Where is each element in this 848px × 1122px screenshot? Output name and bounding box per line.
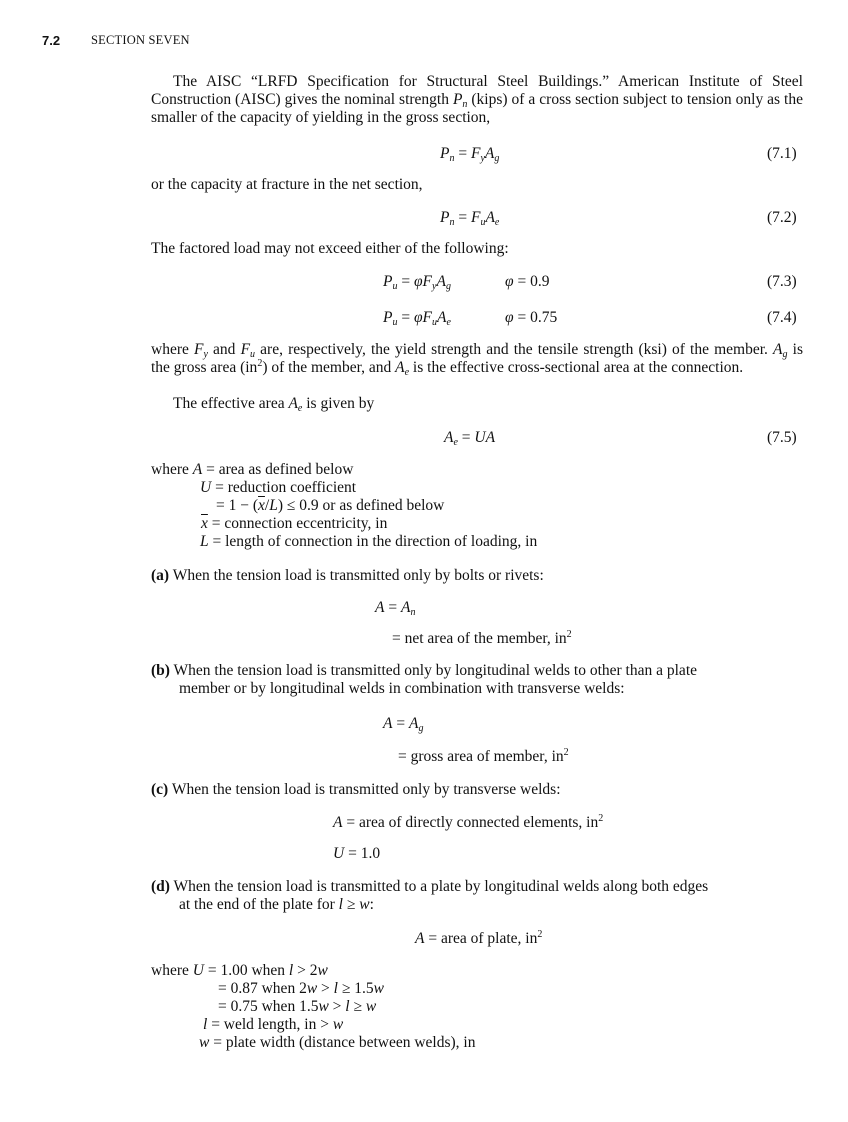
- case-a-formula: $A = A_n$: [375, 599, 416, 618]
- case-b: (b) When the tension load is transmitted only by longitudinal welds to other than a plate member or by longitudinal welds in combination with transverse welds:: [151, 662, 697, 697]
- equation-7-1: $P_n = F_yA_g$: [440, 145, 500, 164]
- case-a-formula-desc: = net area of the member, $in^2$: [392, 629, 572, 647]
- equation-number: (7.2): [767, 209, 797, 226]
- definition-item: $\overline{x}$ = connection eccentricity, in: [201, 515, 388, 532]
- equation-number: (7.4): [767, 309, 797, 326]
- case-c-formula-2: U = 1.0: [333, 845, 381, 862]
- equation-number: (7.1): [767, 145, 797, 162]
- definition-item: = 0.87 when 2w > l ≥ 1.5w: [218, 980, 384, 997]
- case-label: (d): [151, 878, 170, 895]
- phi-value: φ = 0.9: [505, 273, 550, 290]
- page-number: 7.2: [42, 33, 61, 48]
- definition-item: = $1 - (\overline{x}/L) \le 0.9$ or as defined below: [216, 497, 445, 514]
- case-d: (d) When the tension load is transmitted to a plate by longitudinal welds along both edges at the end of the plate for l ≥ w:: [151, 878, 709, 913]
- case-b-formula-desc: = gross area of member, $in^2$: [398, 747, 569, 765]
- equation-number: (7.3): [767, 273, 797, 290]
- case-c-formula: A = area of directly connected elements, $in^2$: [333, 813, 604, 831]
- equation-number: (7.5): [767, 429, 797, 446]
- definition-item: L = length of connection in the direction of loading, in: [200, 533, 538, 550]
- case-label: (a): [151, 567, 170, 584]
- definition-item: w = plate width (distance between welds), in: [199, 1034, 476, 1051]
- definition-item: where A = area as defined below: [151, 461, 354, 478]
- case-label: (c): [151, 781, 169, 798]
- equation-7-2: $P_n = F_uA_e$: [440, 209, 500, 228]
- text-fracture: or the capacity at fracture in the net section,: [151, 176, 423, 193]
- phi-value: φ = 0.75: [505, 309, 558, 326]
- case-b-formula: $A = A_g$: [383, 715, 424, 734]
- case-text: When the tension load is transmitted only by bolts or rivets:: [172, 567, 544, 584]
- case-text: When the tension load is transmitted only by transverse welds:: [171, 781, 561, 798]
- equation-7-5: $A_e$ = UA: [444, 429, 496, 448]
- definition-item: = 0.75 when 1.5w > l ≥ w: [218, 998, 377, 1015]
- intro-paragraph: The AISC “LRFD Specification for Structural Steel Buildings.” American Institute of Steel Construction (AISC) gives the nominal strength $P_n$ (kips) of a cross section subject to tension only as the smaller of the capacity of yielding in the gross section,: [151, 73, 803, 126]
- section-title: SECTION SEVEN: [91, 33, 190, 47]
- equation-7-4: $P_u = \varphi F_uA_e$: [383, 309, 451, 328]
- equation-7-3: $P_u = \varphi F_yA_g$: [383, 273, 451, 292]
- where-paragraph: where $F_y$ and $F_u$ are, respectively, the yield strength and the tensile strength (ksi) of the member. $A_g$ is the gross area $(in^2)$ of the member, and $A_e$ is the effective cross-sectional area at the connection.: [151, 341, 803, 378]
- case-c: [151, 781, 561, 799]
- definition-item: where U = 1.00 when l > 2w: [151, 962, 328, 979]
- text-factored: The factored load may not exceed either of the following:: [151, 240, 509, 257]
- case-a: [151, 567, 544, 585]
- definition-item: U = reduction coefficient: [200, 479, 357, 496]
- case-d-formula: A = area of plate, $in^2$: [415, 929, 543, 947]
- effective-area-text: The effective area $A_e$ is given by: [173, 395, 375, 414]
- definition-item: l = weld length, in > w: [203, 1016, 344, 1033]
- case-label: (b): [151, 662, 170, 679]
